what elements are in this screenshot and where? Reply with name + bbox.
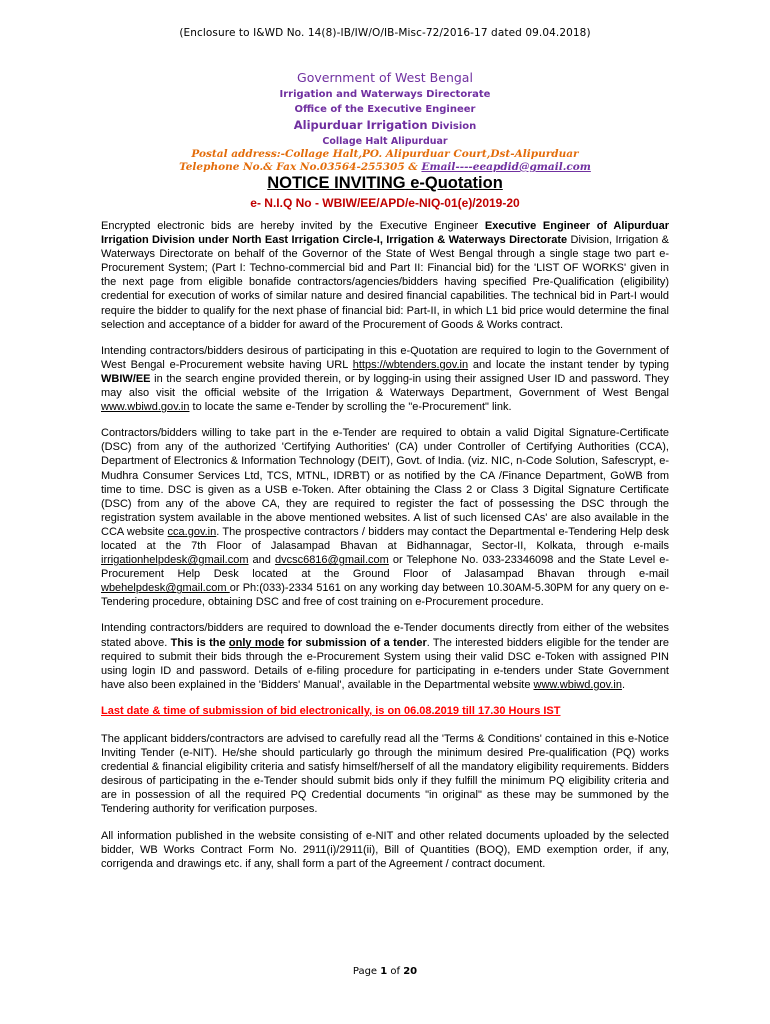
paragraph-advice: The applicant bidders/contractors are advised to carefully read all the 'Terms & Conditions' contained in this e-Notice Inviting Tender (e-NIT). He/she should particularly go through the minimum desired Pre-qualification (PQ) works credential & financial eligibility criteria and satisfy himself/herself of all the mandatory eligibility requirements. Bidders desirous of participating in the e-Tender should submit bids only if they fulfill the minimum PQ eligibility criteria and are in possession of all the required PQ Credential documents "in original" as these may be summoned by the Tendering authority for verification purposes.	[101, 733, 669, 816]
text: Contractors/bidders willing to take part in the e-Tender are required to obtain a valid Digital Signature-Certificate (DSC) from any of the authorized 'Certifying Authorities' (CA) under Controller of Certifying Authorities (CCA), Department of Electronics & Information Technology (DEIT), Govt. of India. (viz. NIC, n-Code Solution, Safescrypt, e-Mudhra Consumer Services Ltd, TCS, MTNL, IDRBT) or as notified by the CA /Finance Department, GoWB from time to time. DSC is given as a USB e-Token. After obtaining the Class 2 or Class 3 Digital Signature Certificate (DSC) from any of the above CA, they are required to register the fact of possessing the DSC through the registration system available in the above mentioned websites. A list of such licensed CAs' are also available in the CCA website	[101, 427, 669, 538]
text: . The interested bidders eligible for the tender are required to submit their bids through the e-Procurement System using their valid DSC e-Token with assigned PIN using login ID and password. Details of e-filing procedure for participating in e-tenders under State Government have also been explained in the 'Bidders' Manual', available in the Departmental website	[101, 636, 669, 691]
text: Intending contractors/bidders desirous of participating in this e-Quotation are required to login to the Government of West Bengal e-Procurement website having URL	[101, 344, 669, 371]
telephone-fax: Telephone No.& Fax No.03564-255305 &	[179, 161, 422, 173]
page-total: 20	[403, 966, 418, 977]
division-name: Alipurduar Irrigation	[293, 118, 428, 132]
postal-address: Postal address:-Collage Halt,PO. Alipurduar Court,Dst-Alipurduar	[191, 148, 579, 160]
text: for submission of a tender	[284, 636, 427, 649]
text: Page	[352, 966, 381, 977]
paragraph-information: All information published in the website consisting of e-NIT and other related documents uploaded by the selected bidder, WB Works Contract Form No. 2911(i)/2911(ii), Bill of Quantities (BOQ), EMD exemption order, if any, corrigenda and drawings etc. if any, shall form a part of the Agreement / contract document.	[101, 829, 669, 870]
text: of	[387, 966, 404, 977]
cca-link[interactable]: cca.gov.in	[167, 525, 217, 538]
postal-contact-block	[0, 148, 770, 174]
division-heading	[0, 118, 770, 132]
wbtenders-link[interactable]: https://wbtenders.gov.in	[352, 358, 469, 371]
division-word: Division	[431, 121, 477, 132]
text: . The prospective contractors / bidders may contact the Departmental e-Tendering Help desk located at the 7th Floor of Jalasampad Bhavan at Bidhannagar, Sector-II, Kolkata, through e-mails	[101, 525, 669, 552]
paragraph-dsc	[101, 426, 669, 609]
niq-number: e- N.I.Q No - WBIW/EE/APD/e-NIQ-01(e)/2019-20	[250, 196, 520, 210]
page-footer	[0, 966, 770, 977]
address-line: Collage Halt Alipurduar	[322, 136, 448, 147]
helpdesk-email-link[interactable]: irrigationhelpdesk@gmail.com	[101, 554, 249, 567]
text: or Telephone No. 033-23346098 and the State Level e-Procurement Help Desk located at the Ground Floor of Jalasampad Bhavan through e-mail	[101, 554, 670, 581]
government-heading: Government of West Bengal	[297, 70, 473, 85]
telephone-line	[0, 161, 770, 174]
notice-body	[101, 219, 669, 883]
text: and	[248, 554, 275, 567]
only-mode-text: only mode	[228, 636, 285, 649]
directorate-heading: Irrigation and Waterways Directorate	[279, 89, 491, 100]
text: to locate the same e-Tender by scrolling the "e-Procurement" link.	[189, 401, 512, 414]
text: or Ph:(033)-2334 5161 on any working day between 10.30AM-5.30PM for any query on e-Tendering procedure, obtaining DSC and free of cost training on e-Procurement procedure.	[101, 582, 669, 609]
text: Encrypted electronic bids are hereby invited by the Executive Engineer	[101, 220, 485, 232]
wbiwd-link[interactable]: www.wbiwd.gov.in	[101, 401, 190, 414]
text: and locate the instant tender by typing	[468, 358, 669, 371]
text: Division, Irrigation & Waterways Directorate on behalf of the Governor of the State of West Bengal through a single stage two part e-Procurement System; (Part I: Techno-commercial bid and Part II: Financial bid) for the 'LIST OF WORKS' given in the next page from eligible bonafide contractors/agencies/bidders having specified Pre-Qualification (eligibility) credential for execution of works of similar nature and desired financial capabilities. The technical bid in Part-I would require the bidder to qualify for the next phase of financial bid: Part-II, in which L1 bid price would determine the final selection and acceptance of a bidder for award of the Procurement of Goods & Works contract.	[101, 234, 669, 331]
submission-deadline: Last date & time of submission of bid electronically, is on 06.08.2019 till 17.30 Hours IST	[101, 704, 561, 717]
text: .	[621, 678, 626, 691]
enclosure-reference: (Enclosure to I&WD No. 14(8)-IB/IW/O/IB-Misc-72/2016-17 dated 09.04.2018)	[179, 27, 591, 39]
search-keyword: WBIW/EE	[101, 372, 151, 385]
dvcsc-email-link[interactable]: dvcsc6816@gmail.com	[274, 554, 389, 567]
issuing-authority: Executive Engineer of Alipurduar Irrigation Division under North East Irrigation Circle-I, Irrigation & Waterways Directorate	[101, 220, 670, 247]
paragraph-invitation	[101, 219, 669, 332]
wbehelpdesk-email-link[interactable]: wbehelpdesk@gmail.com	[101, 582, 230, 595]
text: Intending contractors/bidders are required to download the e-Tender documents directly from either of the websites stated above.	[101, 622, 669, 649]
only-mode-statement	[171, 637, 427, 649]
text: This is the	[170, 636, 229, 649]
paragraph-download	[101, 621, 669, 691]
paragraph-login	[101, 344, 669, 414]
office-heading: Office of the Executive Engineer	[294, 104, 476, 115]
text: in the search engine provided therein, or by logging-in using their assigned User ID and password. They may also visit the official website of the Irrigation & Waterways Department, Government of West Bengal	[101, 372, 669, 400]
page-number: 1	[380, 966, 388, 977]
office-email-link[interactable]: Email----eeapdid@gmail.com	[421, 161, 591, 173]
notice-title: NOTICE INVITING e-Quotation	[267, 174, 503, 192]
wbiwd-link[interactable]: www.wbiwd.gov.in	[533, 678, 622, 691]
